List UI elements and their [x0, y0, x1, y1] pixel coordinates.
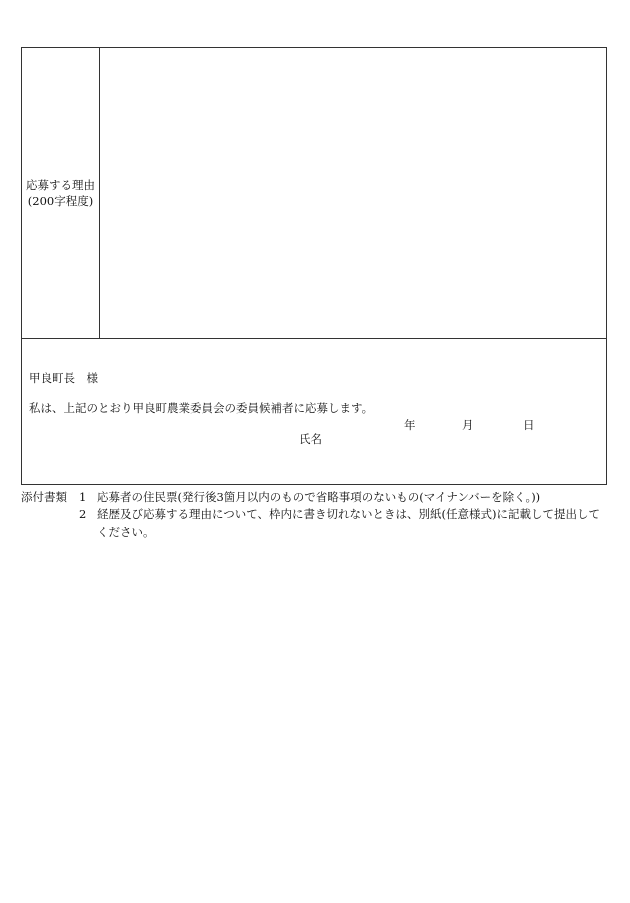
- reason-length-note: (200字程度): [27, 194, 94, 208]
- attachment-text: 経歴及び応募する理由について、枠内に書き切れないときは、別紙(任意様式)に記載して提出してください。: [97, 507, 601, 539]
- date-day-label: 日: [523, 418, 535, 432]
- attachment-item: [79, 505, 609, 541]
- date-year-label: 年: [404, 418, 416, 432]
- declaration-statement: 私は、上記のとおり甲良町農業委員会の委員候補者に応募します。: [29, 401, 374, 415]
- attachment-item: [79, 488, 609, 506]
- name-label: 氏名: [299, 432, 322, 446]
- reason-row: [22, 48, 606, 339]
- declaration-cell: [22, 339, 606, 484]
- attachment-number: 1: [79, 490, 87, 504]
- application-form-table: [21, 47, 607, 485]
- addressee: 甲良町長 様: [29, 371, 98, 385]
- reason-label-cell: [22, 48, 100, 338]
- attachments-title: 添付書類: [21, 490, 67, 504]
- attachment-text: 応募者の住民票(発行後3箇月以内のもので省略事項のないもの(マイナンバーを除く。)): [97, 490, 541, 504]
- date-month-label: 月: [462, 418, 474, 432]
- reason-content-area[interactable]: [100, 48, 606, 338]
- reason-label: 応募する理由: [26, 178, 95, 192]
- attachment-number: 2: [79, 507, 87, 521]
